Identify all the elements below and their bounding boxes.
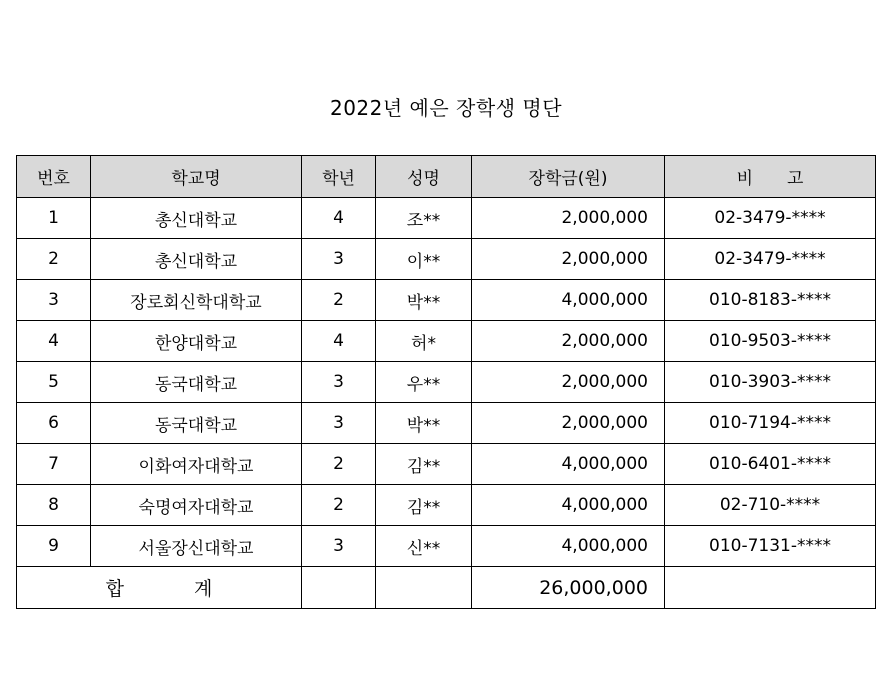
total-grade-empty <box>302 567 376 609</box>
cell-name: 이** <box>376 239 472 280</box>
total-row <box>17 567 876 609</box>
cell-name: 김** <box>376 485 472 526</box>
cell-amount: 2,000,000 <box>472 403 665 444</box>
cell-name: 신** <box>376 526 472 567</box>
cell-grade: 3 <box>302 403 376 444</box>
cell-school: 이화여자대학교 <box>91 444 302 485</box>
total-label-part1: 합 <box>105 578 124 600</box>
header-note <box>665 156 876 198</box>
table-row <box>17 526 876 567</box>
cell-amount: 4,000,000 <box>472 485 665 526</box>
cell-name: 조** <box>376 198 472 239</box>
table-row <box>17 239 876 280</box>
cell-note: 010-6401-**** <box>665 444 876 485</box>
cell-note: 02-710-**** <box>665 485 876 526</box>
cell-note: 02-3479-**** <box>665 198 876 239</box>
cell-school: 총신대학교 <box>91 198 302 239</box>
cell-grade: 2 <box>302 444 376 485</box>
cell-grade: 4 <box>302 321 376 362</box>
cell-amount: 2,000,000 <box>472 198 665 239</box>
table-row <box>17 198 876 239</box>
cell-no: 9 <box>17 526 91 567</box>
table-row <box>17 485 876 526</box>
header-no: 번호 <box>17 156 91 198</box>
cell-note: 02-3479-**** <box>665 239 876 280</box>
cell-grade: 2 <box>302 485 376 526</box>
header-amount: 장학금(원) <box>472 156 665 198</box>
total-amount: 26,000,000 <box>472 567 665 609</box>
scholarship-table <box>16 155 876 609</box>
cell-no: 7 <box>17 444 91 485</box>
cell-no: 8 <box>17 485 91 526</box>
cell-no: 5 <box>17 362 91 403</box>
cell-amount: 2,000,000 <box>472 321 665 362</box>
cell-note: 010-8183-**** <box>665 280 876 321</box>
table-row <box>17 403 876 444</box>
cell-no: 1 <box>17 198 91 239</box>
cell-grade: 3 <box>302 362 376 403</box>
total-label-part2: 계 <box>194 578 213 600</box>
cell-grade: 3 <box>302 239 376 280</box>
document-title: 2022년 예은 장학생 명단 <box>329 96 563 120</box>
cell-note: 010-7131-**** <box>665 526 876 567</box>
table-row <box>17 362 876 403</box>
header-note-part1: 비 <box>736 169 753 189</box>
cell-no: 2 <box>17 239 91 280</box>
cell-school: 서울장신대학교 <box>91 526 302 567</box>
cell-name: 김** <box>376 444 472 485</box>
cell-name: 박** <box>376 403 472 444</box>
table-row <box>17 444 876 485</box>
cell-amount: 4,000,000 <box>472 280 665 321</box>
table-row <box>17 280 876 321</box>
cell-school: 장로회신학대학교 <box>91 280 302 321</box>
total-name-empty <box>376 567 472 609</box>
header-grade: 학년 <box>302 156 376 198</box>
cell-note: 010-9503-**** <box>665 321 876 362</box>
cell-no: 6 <box>17 403 91 444</box>
cell-note: 010-3903-**** <box>665 362 876 403</box>
cell-name: 우** <box>376 362 472 403</box>
header-note-part2: 고 <box>787 169 804 189</box>
total-label <box>17 567 302 609</box>
cell-amount: 4,000,000 <box>472 444 665 485</box>
cell-no: 4 <box>17 321 91 362</box>
cell-grade: 2 <box>302 280 376 321</box>
cell-amount: 4,000,000 <box>472 526 665 567</box>
cell-amount: 2,000,000 <box>472 362 665 403</box>
cell-note: 010-7194-**** <box>665 403 876 444</box>
cell-amount: 2,000,000 <box>472 239 665 280</box>
table-header-row <box>17 156 876 198</box>
cell-school: 동국대학교 <box>91 362 302 403</box>
cell-school: 동국대학교 <box>91 403 302 444</box>
table-row <box>17 321 876 362</box>
header-name: 성명 <box>376 156 472 198</box>
cell-no: 3 <box>17 280 91 321</box>
cell-school: 숙명여자대학교 <box>91 485 302 526</box>
cell-name: 박** <box>376 280 472 321</box>
cell-school: 한양대학교 <box>91 321 302 362</box>
header-school: 학교명 <box>91 156 302 198</box>
cell-school: 총신대학교 <box>91 239 302 280</box>
cell-name: 허* <box>376 321 472 362</box>
total-note-empty <box>665 567 876 609</box>
cell-grade: 3 <box>302 526 376 567</box>
cell-grade: 4 <box>302 198 376 239</box>
